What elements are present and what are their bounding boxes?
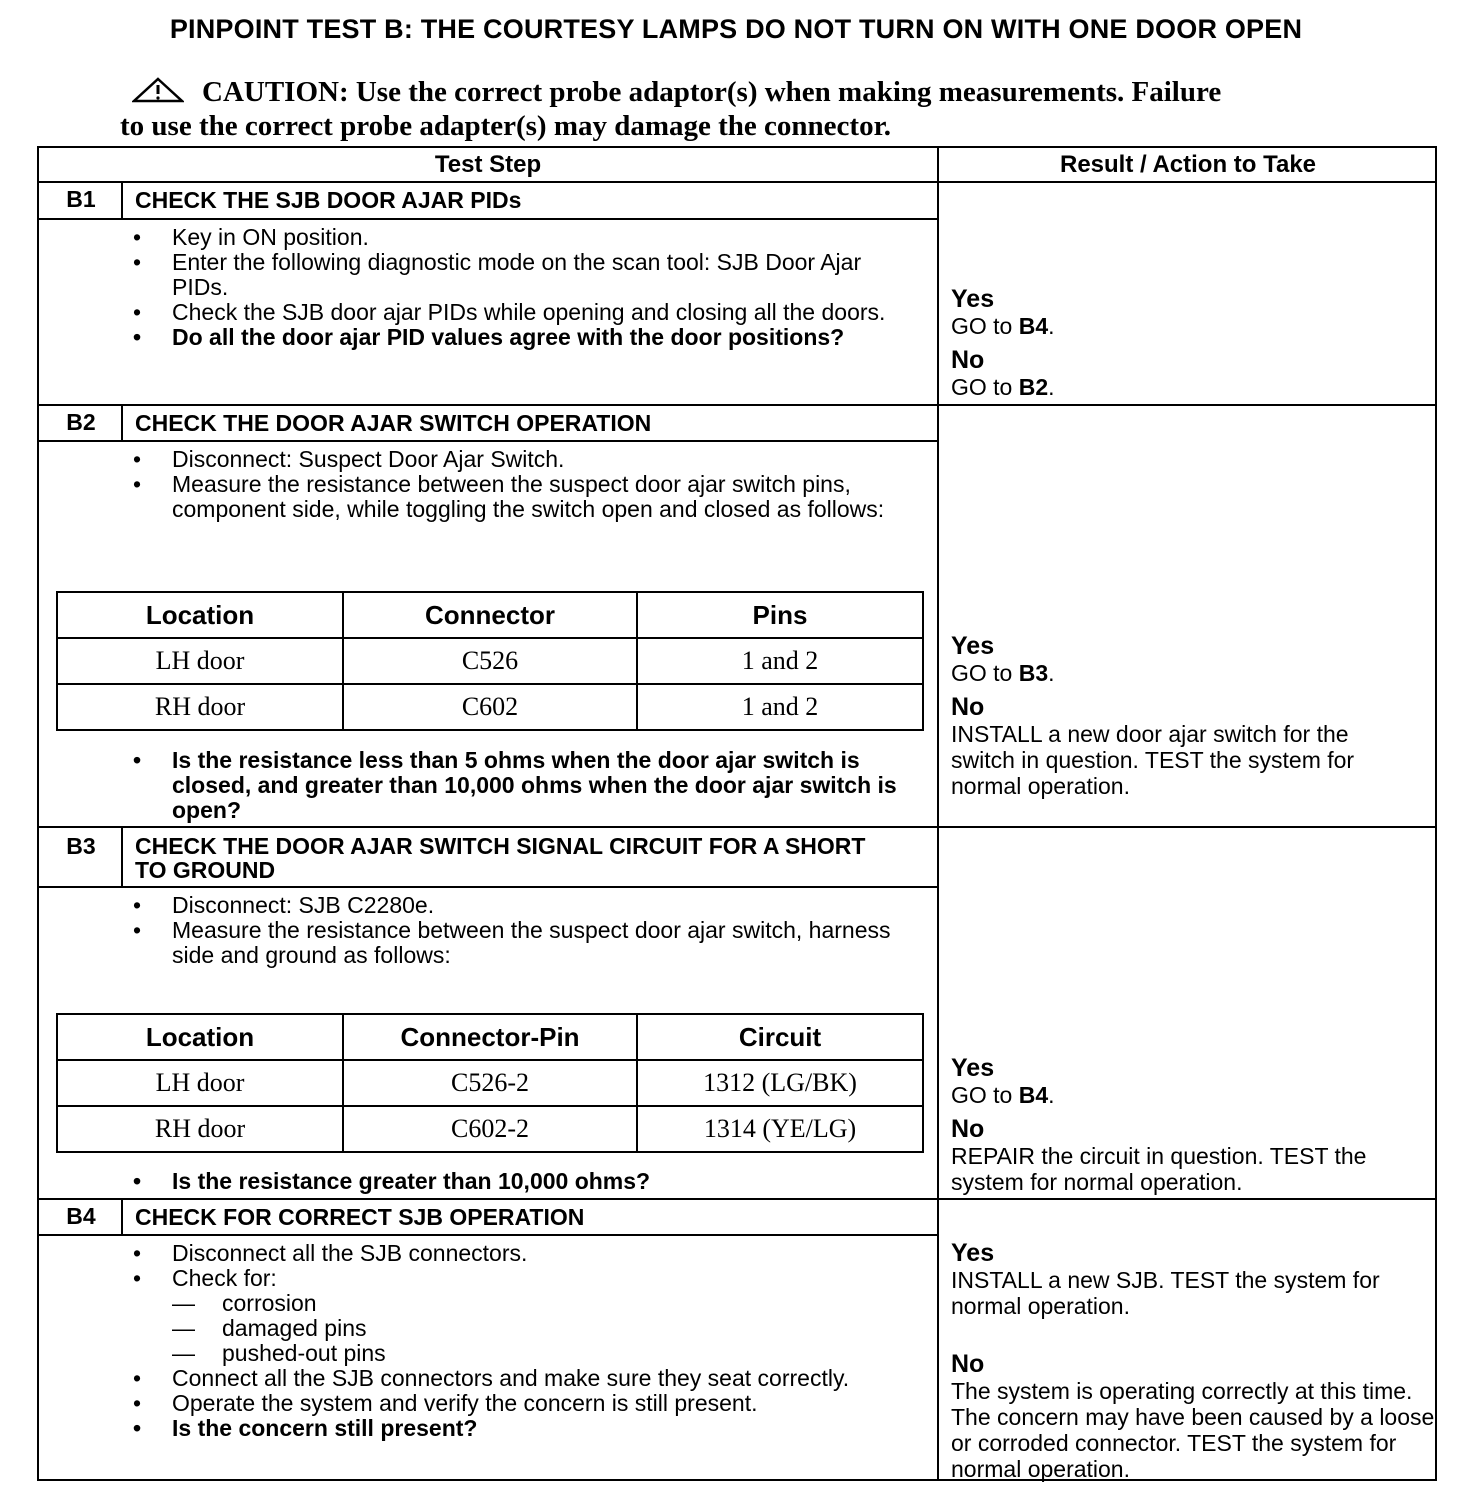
no-label: No — [951, 346, 985, 374]
column-header: Location — [57, 1014, 343, 1060]
cell: 1312 (LG/BK) — [637, 1060, 923, 1106]
yes-label: Yes — [951, 1054, 995, 1082]
cell: C602 — [343, 684, 637, 730]
step-result — [951, 286, 1431, 400]
cell: LH door — [57, 638, 343, 684]
column-header: Connector — [343, 592, 637, 638]
step-result — [951, 1055, 1431, 1195]
column-header: Pins — [637, 592, 923, 638]
bullet: • Measure the resistance between the suspect door ajar switch, harness side and ground as follows: — [129, 918, 909, 968]
cell: C526 — [343, 638, 637, 684]
cell: 1 and 2 — [637, 638, 923, 684]
step-bullets — [129, 225, 909, 350]
yes-action: GO to — [951, 313, 1019, 339]
cell: 1314 (YE/LG) — [637, 1106, 923, 1152]
cell: C602-2 — [343, 1106, 637, 1152]
step-id: B3 — [66, 833, 96, 859]
step-id: B1 — [66, 186, 96, 212]
yes-target-link[interactable]: B4 — [1018, 1082, 1049, 1108]
cell: LH door — [57, 1060, 343, 1106]
bullet: • Key in ON position. — [129, 225, 909, 250]
no-label: No — [951, 1350, 985, 1378]
step-question-list — [129, 748, 909, 823]
yes-period: . — [1048, 1082, 1055, 1108]
step-title: CHECK THE DOOR AJAR SWITCH OPERATION — [135, 410, 652, 436]
column-header: Connector-Pin — [343, 1014, 637, 1060]
table-row — [57, 684, 923, 730]
step-question: • Is the resistance greater than 10,000 ohms? — [129, 1169, 909, 1194]
yes-target-link[interactable]: B3 — [1018, 660, 1049, 686]
table-row — [57, 1106, 923, 1152]
yes-action: GO to — [951, 1082, 1019, 1108]
yes-label: Yes — [951, 1239, 995, 1267]
no-action: INSTALL a new door ajar switch for the switch in question. TEST the system for normal operation. — [951, 721, 1355, 799]
measurement-table — [56, 1013, 924, 1153]
check-list — [172, 1291, 909, 1366]
cell: C526-2 — [343, 1060, 637, 1106]
check-item: — corrosion — [172, 1291, 909, 1316]
cell: RH door — [57, 1106, 343, 1152]
step-title: CHECK THE SJB DOOR AJAR PIDs — [135, 187, 522, 213]
step-bullets — [129, 447, 909, 522]
bullet — [129, 1266, 909, 1366]
bullet: • Disconnect: SJB C2280e. — [129, 893, 909, 918]
yes-period: . — [1048, 660, 1055, 686]
bullet: • Disconnect all the SJB connectors. — [129, 1241, 909, 1266]
step-bullets — [129, 1241, 909, 1441]
step-question: • Is the resistance less than 5 ohms when the door ajar switch is closed, and greater than 10,000 ohms when the door ajar switch is open? — [129, 748, 909, 823]
yes-action: INSTALL a new SJB. TEST the system for normal operation. — [951, 1267, 1380, 1319]
no-period: . — [1048, 374, 1055, 400]
no-label: No — [951, 1115, 985, 1143]
bullet: • Enter the following diagnostic mode on the scan tool: SJB Door Ajar PIDs. — [129, 250, 909, 300]
yes-period: . — [1048, 313, 1055, 339]
no-target-link[interactable]: B2 — [1018, 374, 1049, 400]
check-item: — pushed-out pins — [172, 1341, 909, 1366]
bullet-text: Check for: — [172, 1265, 277, 1291]
bullet: • Disconnect: Suspect Door Ajar Switch. — [129, 447, 909, 472]
step-question: • Is the concern still present? — [129, 1416, 909, 1441]
test-table — [37, 146, 1437, 1481]
bullet: • Measure the resistance between the suspect door ajar switch pins, component side, while toggling the switch open and closed as follows: — [129, 472, 909, 522]
no-action: GO to — [951, 374, 1019, 400]
step-question: • Do all the door ajar PID values agree with the door positions? — [129, 325, 909, 350]
check-item: — damaged pins — [172, 1316, 909, 1341]
page-title: PINPOINT TEST B: THE COURTESY LAMPS DO NOT TURN ON WITH ONE DOOR OPEN — [169, 14, 1303, 44]
step-result — [951, 633, 1431, 799]
yes-target-link[interactable]: B4 — [1018, 313, 1049, 339]
cell: RH door — [57, 684, 343, 730]
caution-note — [120, 76, 1320, 142]
yes-action: GO to — [951, 660, 1019, 686]
bullet: • Operate the system and verify the concern is still present. — [129, 1391, 909, 1416]
table-row — [57, 638, 923, 684]
bullet: • Connect all the SJB connectors and make sure they seat correctly. — [129, 1366, 909, 1391]
header-test-step: Test Step — [434, 151, 542, 178]
table-row — [57, 1060, 923, 1106]
cell: 1 and 2 — [637, 684, 923, 730]
no-action: REPAIR the circuit in question. TEST the system for normal operation. — [951, 1143, 1367, 1195]
column-header: Circuit — [637, 1014, 923, 1060]
caution-line-2: to use the correct probe adapter(s) may damage the connector. — [120, 110, 892, 142]
yes-label: Yes — [951, 632, 995, 660]
step-bullets — [129, 893, 909, 968]
warning-icon — [132, 77, 184, 110]
step-title: CHECK THE DOOR AJAR SWITCH SIGNAL CIRCUIT FOR A SHORT TO GROUND — [135, 833, 866, 883]
column-header: Location — [57, 592, 343, 638]
step-id: B2 — [66, 409, 96, 435]
measurement-table — [56, 591, 924, 731]
step-result — [951, 1239, 1435, 1482]
step-title: CHECK FOR CORRECT SJB OPERATION — [135, 1204, 585, 1230]
bullet: • Check the SJB door ajar PIDs while opening and closing all the doors. — [129, 300, 909, 325]
caution-line-1: CAUTION: Use the correct probe adaptor(s) when making measurements. Failure — [202, 76, 1222, 108]
header-result: Result / Action to Take — [1059, 151, 1317, 178]
no-action: The system is operating correctly at this time. The concern may have been caused by a loose or corroded connector. TEST the system for normal operation. — [951, 1378, 1435, 1482]
yes-label: Yes — [951, 285, 995, 313]
step-question-list — [129, 1169, 909, 1194]
step-id: B4 — [66, 1203, 96, 1229]
no-label: No — [951, 693, 985, 721]
